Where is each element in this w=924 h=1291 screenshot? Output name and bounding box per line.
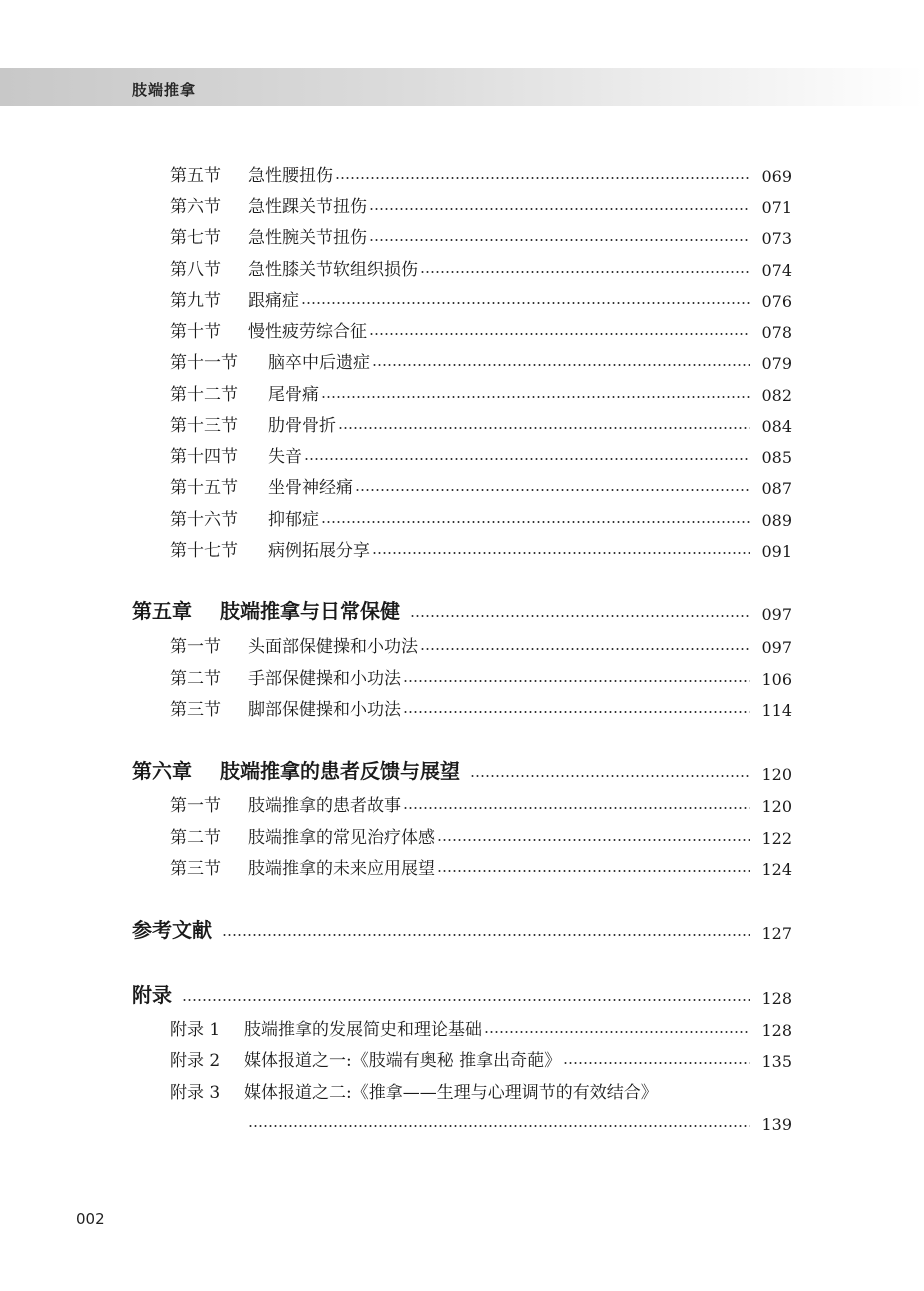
running-header-title: 肢端推拿: [132, 81, 197, 99]
chapter-title: 附录: [132, 983, 172, 1007]
page-number: 120: [761, 765, 792, 784]
entry-title: 急性腕关节扭伤: [248, 228, 367, 248]
entry-title: 肢端推拿的患者故事: [248, 796, 401, 816]
toc-entry[interactable]: 第十七节 病例拓展分享 091: [170, 535, 792, 561]
toc-chapter-6[interactable]: 第六章 肢端推拿的患者反馈与展望 120: [132, 758, 792, 784]
toc-entry[interactable]: 第八节 急性膝关节软组织损伤 074: [170, 254, 792, 280]
dot-leader: [420, 271, 750, 273]
entry-title: 失音: [268, 447, 302, 467]
dot-leader: [403, 807, 750, 809]
dot-leader: [321, 521, 750, 523]
toc-appendix-item[interactable]: 附录 2 媒体报道之一:《肢端有奥秘 推拿出奇葩》 135: [170, 1045, 792, 1071]
entry-title: 脚部保健操和小功法: [248, 700, 401, 720]
page-number: 082: [761, 386, 792, 405]
chapter-title: 肢端推拿与日常保健: [220, 599, 400, 623]
toc-entry[interactable]: 第十一节 脑卒中后遗症 079: [170, 347, 792, 373]
dot-leader: [369, 239, 750, 241]
toc-entry[interactable]: 第十三节 肋骨骨折 084: [170, 410, 792, 436]
page-number: 097: [761, 638, 792, 657]
dot-leader: [410, 615, 750, 617]
toc-entry[interactable]: 第七节 急性腕关节扭伤 073: [170, 222, 792, 248]
dot-leader: [437, 839, 750, 841]
entry-title: 媒体报道之二:《推拿——生理与心理调节的有效结合》: [244, 1083, 658, 1103]
entry-title: 跟痛症: [248, 291, 299, 311]
page-number: 089: [761, 511, 792, 530]
page-number: 079: [761, 354, 792, 373]
entry-title: 抑郁症: [268, 510, 319, 530]
toc-entry[interactable]: 第十六节 抑郁症 089: [170, 504, 792, 530]
dot-leader: [563, 1062, 750, 1064]
toc-entry[interactable]: 第一节 肢端推拿的患者故事 120: [170, 790, 792, 816]
page-number: 069: [761, 167, 792, 186]
entry-title: 急性踝关节扭伤: [248, 197, 367, 217]
footer-page-number: 002: [76, 1210, 105, 1228]
chapter-title: 参考文献: [132, 918, 212, 942]
page-number: 139: [761, 1115, 792, 1134]
dot-leader: [248, 1125, 750, 1127]
toc-appendix-item-continuation[interactable]: [248, 1108, 792, 1134]
toc-entry[interactable]: 第三节 肢端推拿的未来应用展望 124: [170, 853, 792, 879]
dot-leader: [420, 648, 750, 650]
page-number: 087: [761, 479, 792, 498]
dot-leader: [372, 364, 750, 366]
page-number: 074: [761, 261, 792, 280]
page-number: 114: [761, 701, 792, 720]
entry-title: 急性腰扭伤: [248, 166, 333, 186]
toc-references[interactable]: [132, 917, 792, 943]
toc-appendix-item[interactable]: 附录 3 媒体报道之二:《推拿——生理与心理调节的有效结合》: [170, 1077, 792, 1103]
entry-title: 坐骨神经痛: [268, 478, 353, 498]
dot-leader: [484, 1031, 750, 1033]
dot-leader: [403, 680, 750, 682]
toc-entry[interactable]: 第十节 慢性疲劳综合征 078: [170, 316, 792, 342]
entry-title: 头面部保健操和小功法: [248, 637, 418, 657]
entry-title: 尾骨痛: [268, 385, 319, 405]
dot-leader: [372, 552, 750, 554]
page-number: 135: [761, 1052, 792, 1071]
dot-leader: [470, 775, 750, 777]
page-number: 128: [761, 989, 792, 1008]
entry-title: 慢性疲劳综合征: [248, 322, 367, 342]
entry-title: 肋骨骨折: [268, 416, 336, 436]
page-number: 076: [761, 292, 792, 311]
toc-entry[interactable]: 第六节 急性踝关节扭伤 071: [170, 191, 792, 217]
toc-chapter-5[interactable]: 第五章 肢端推拿与日常保健 097: [132, 598, 792, 624]
page-number: 120: [761, 797, 792, 816]
dot-leader: [335, 177, 750, 179]
entry-title: 脑卒中后遗症: [268, 353, 370, 373]
page-number: 124: [761, 860, 792, 879]
dot-leader: [321, 396, 750, 398]
entry-title: 媒体报道之一:《肢端有奥秘 推拿出奇葩》: [244, 1051, 562, 1071]
page-number: 073: [761, 229, 792, 248]
page-number: 122: [761, 829, 792, 848]
toc-entry[interactable]: 第十五节 坐骨神经痛 087: [170, 472, 792, 498]
toc-entry[interactable]: 第十二节 尾骨痛 082: [170, 379, 792, 405]
entry-title: 肢端推拿的未来应用展望: [248, 859, 435, 879]
toc-entry[interactable]: 第十四节 失音 085: [170, 441, 792, 467]
page-number: 097: [761, 605, 792, 624]
entry-title: 急性膝关节软组织损伤: [248, 260, 418, 280]
page-number: 078: [761, 323, 792, 342]
dot-leader: [403, 711, 750, 713]
page-number: 127: [761, 924, 792, 943]
toc-entry[interactable]: 第九节 跟痛症 076: [170, 285, 792, 311]
entry-title: 肢端推拿的常见治疗体感: [248, 828, 435, 848]
page-number: 128: [761, 1021, 792, 1040]
toc-entry[interactable]: 第三节 脚部保健操和小功法 114: [170, 694, 792, 720]
dot-leader: [301, 302, 750, 304]
toc-entry[interactable]: 第五节 急性腰扭伤 069: [170, 160, 792, 186]
dot-leader: [304, 458, 750, 460]
dot-leader: [182, 999, 750, 1001]
entry-title: 肢端推拿的发展简史和理论基础: [244, 1020, 482, 1040]
entry-title: 手部保健操和小功法: [248, 669, 401, 689]
page-number: 085: [761, 448, 792, 467]
dot-leader: [355, 489, 750, 491]
page-number: 091: [761, 542, 792, 561]
dot-leader: [437, 870, 750, 872]
dot-leader: [369, 208, 750, 210]
chapter-title: 肢端推拿的患者反馈与展望: [220, 759, 460, 783]
page-number: 106: [761, 670, 792, 689]
dot-leader: [338, 427, 750, 429]
dot-leader: [222, 934, 750, 936]
dot-leader: [369, 333, 750, 335]
entry-title: 病例拓展分享: [268, 541, 370, 561]
toc-entry[interactable]: 第二节 手部保健操和小功法 106: [170, 663, 792, 689]
toc-entry[interactable]: 第二节 肢端推拿的常见治疗体感 122: [170, 822, 792, 848]
toc-appendix-item[interactable]: 附录 1 肢端推拿的发展简史和理论基础 128: [170, 1014, 792, 1040]
toc-entry[interactable]: 第一节 头面部保健操和小功法 097: [170, 631, 792, 657]
page-number: 071: [761, 198, 792, 217]
toc-appendix[interactable]: [132, 982, 792, 1008]
page-number: 084: [761, 417, 792, 436]
